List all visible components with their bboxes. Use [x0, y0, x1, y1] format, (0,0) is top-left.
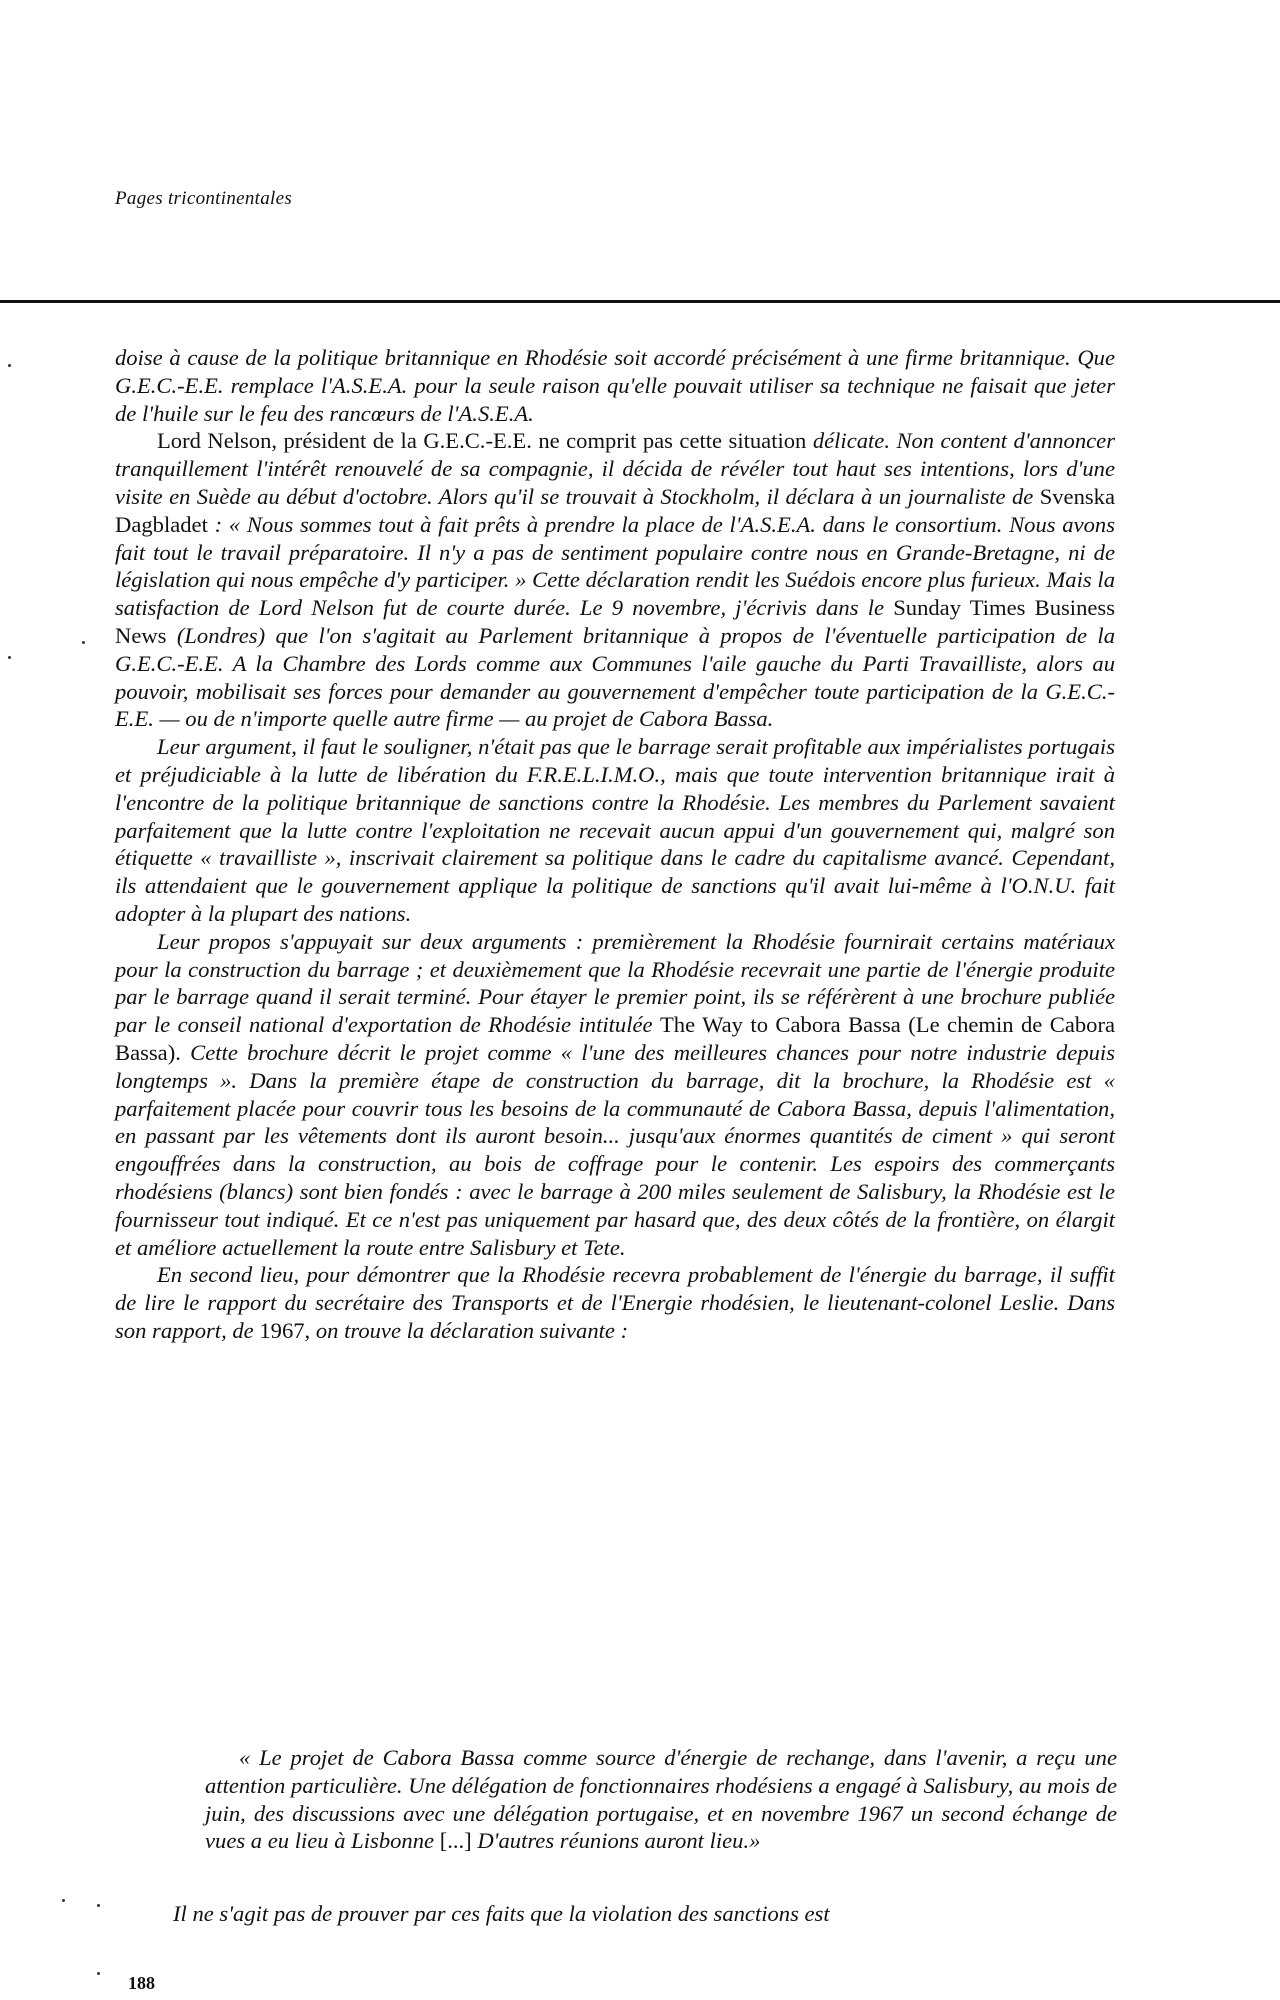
text-segment: doise à cause de la politique britannique en Rhodésie soit accordé précisément à une firme britannique. Que G.E.C.-E.E. remplace l'A.S.E.A. pour la seule raison qu'elle pouvait utiliser sa technique ne faisait que jeter de l'huile sur le feu des rancœurs de l'A.S.E.A. [115, 345, 1115, 426]
paragraph-p4 [115, 928, 1115, 1262]
block-quote [205, 1744, 1117, 1855]
scan-speck [8, 364, 11, 367]
text-segment: on trouve la déclaration suivante : [310, 1317, 629, 1343]
scan-speck [62, 1899, 65, 1902]
text-segment: 1967, [259, 1317, 311, 1343]
text-segment: Sunday Times Business News [115, 595, 1115, 648]
text-segment: Cette brochure décrit le projet comme « l'une des meilleures chances pour notre industrie depuis longtemps ». Dans la première étape de construction du barrage, dit la brochure, la Rhodésie est « parfaitement placée pour couvrir tous les besoins de la communauté de Cabora Bassa, depuis l'alimentation, en passant par les vêtements dont ils auront besoin... jusqu'aux énormes quantités de ciment » qui seront engouffrées dans la construction, au bois de coffrage pour le contenir. Les espoirs des commerçants rhodésiens (blancs) sont bien fondés : avec le barrage à 200 miles seulement de Salisbury, la Rhodésie est le fournisseur tout indiqué. Et ce n'est pas uniquement par hasard que, des deux côtés de la frontière, on élargit et améliore actuellement la route entre Salisbury et Tete. [115, 1039, 1115, 1260]
closing-paragraph: Il ne s'agit pas de prouver par ces faits que la violation des sanctions est [173, 1901, 830, 1926]
scan-speck [97, 1972, 100, 1975]
paragraph-p5 [115, 1261, 1115, 1344]
text-segment: (Londres) que l'on s'agitait au Parlement britannique à propos de l'éventuelle participation de la G.E.C.-E.E. A la Chambre des Lords comme aux Communes l'aile gauche du Parti Travailliste, alors au pouvoir, mobilisait ses forces pour demander au gouvernement d'empêcher toute participation de la G.E.C.-E.E. — ou de n'importe quelle autre firme — au projet de Cabora Bassa. [115, 622, 1115, 732]
text-segment: Leur propos s'appuyait sur deux arguments : premièrement la Rhodésie fournirait certains matériaux pour la construction du barrage ; et deuxièmement que la Rhodésie recevrait une partie de l'énergie produite par le barrage quand il serait terminé. Pour étayer le premier point, ils se référèrent à une brochure publiée par le conseil national d'exportation de Rhodésie intitulée [115, 928, 1115, 1038]
quote-segment: « Le projet de Cabora Bassa comme source d'énergie de rechange, dans l'avenir, a reçu une attention particulière. Une délégation de fonctionnaires rhodésiens a engagé à Salisbury, au mois de juin, des discussions avec une délégation portugaise, et en novembre 1967 un second échange de vues a eu lieu à Lisbonne [205, 1745, 1117, 1854]
paragraph-p1 [115, 344, 1115, 427]
scan-speck [8, 656, 11, 659]
paragraph-p2 [115, 427, 1115, 733]
scan-speck [97, 1904, 100, 1907]
scan-speck [82, 641, 85, 644]
paragraph-p3 [115, 733, 1115, 928]
text-segment: : « Nous sommes tout à fait prêts à prendre la place de l'A.S.E.A. dans le consortium. Nous avons fait tout le travail préparatoire. Il n'y a pas de sentiment populaire contre nous en Grande-Bretagne, ni de législation qui nous empêche d'y participer. » Cette déclaration rendit les Suédois encore plus furieux. Mais la satisfaction de Lord Nelson fut de courte durée. Le 9 novembre, j'écrivis dans le [115, 511, 1115, 621]
header-rule [0, 300, 1280, 303]
text-segment: The Way to Cabora Bassa (Le chemin de Cabora Bassa). [115, 1012, 1115, 1065]
quote-segment: D'autres réunions auront lieu.» [471, 1828, 761, 1854]
text-segment: En second lieu, pour démontrer que la Rhodésie recevra probablement de l'énergie du barrage, il suffit de lire le rapport du secrétaire des Transports et de l'Energie rhodésien, le lieutenant-colonel Leslie. Dans son rapport, de [115, 1262, 1115, 1343]
body-text [115, 344, 1115, 1345]
text-segment: Leur argument, il faut le souligner, n'était pas que le barrage serait profitable aux impérialistes portugais et préjudiciable à la lutte de libération du F.R.E.L.I.M.O., mais que toute intervention britannique irait à l'encontre de la politique britannique de sanctions contre la Rhodésie. Les membres du Parlement savaient parfaitement que la lutte contre l'exploitation ne recevait aucun appui d'un gouvernement qui, malgré son étiquette « travailliste », inscrivait clairement sa politique dans le cadre du capitalisme avancé. Cependant, ils attendaient que le gouvernement applique la politique de sanctions qu'il avait lui-même à l'O.N.U. fait adopter à la plupart des nations. [115, 734, 1115, 926]
quote-segment: [...] [439, 1828, 472, 1854]
running-head: Pages tricontinentales [115, 188, 293, 209]
text-segment: délicate. Non content d'annoncer tranquillement l'intérêt renouvelé de sa compagnie, il décida de révéler tout haut ses intentions, lors d'une visite en Suède au début d'octobre. Alors qu'il se trouvait à Stockholm, il déclara à un journaliste de [115, 428, 1115, 509]
text-segment: Svenska Dagbladet [115, 483, 1115, 537]
page-number: 188 [128, 1973, 155, 1993]
text-segment: Lord Nelson, président de la G.E.C.-E.E. ne comprit pas cette situation [157, 428, 807, 454]
